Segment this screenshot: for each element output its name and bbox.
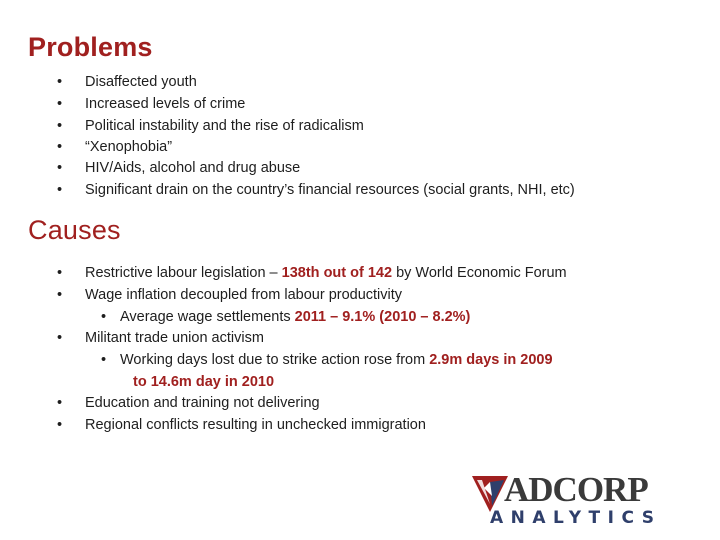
causes-heading: Causes [28,215,121,245]
cause-item [85,264,567,282]
problems-heading: Problems [28,32,153,62]
adcorp-logo [468,468,668,530]
highlight-text: 2011 – 9.1% (2010 – 8.2%) [294,309,471,325]
bullet-icon: • [57,417,63,433]
highlight-text: 138th out of 142 [281,265,393,281]
bullet-icon: • [57,287,63,303]
cause-item: Militant trade union activism [85,330,264,346]
sub-bullet-icon: • [101,352,107,368]
bullet-icon: • [57,118,63,134]
bullet-icon: • [57,139,63,155]
sub-bullet-icon: • [101,309,107,325]
cause-text: by World Economic Forum [392,265,567,281]
cause-item: Wage inflation decoupled from labour productivity [85,287,403,303]
logo-tagline: ANALYTICS [490,508,662,528]
bullet-icon: • [57,160,63,176]
cause-item: Education and training not delivering [85,395,320,411]
cause-text: Restrictive labour legislation – [85,265,282,281]
problem-item: Significant drain on the country’s financial resources (social grants, NHI, etc) [85,182,575,198]
logo-wordmark: ADCORP [504,470,648,509]
bullet-icon: • [57,265,63,281]
problem-item: Increased levels of crime [85,96,246,112]
cause-subitem [120,308,470,326]
cause-subitem [120,351,553,369]
bullet-icon: • [57,96,63,112]
highlight-text: to 14.6m day in 2010 [133,374,275,390]
bullet-icon: • [57,74,63,90]
cause-text: Working days lost due to strike action rose from [120,352,430,368]
bullet-icon: • [57,330,63,346]
problem-item: HIV/Aids, alcohol and drug abuse [85,160,301,176]
cause-text: Average wage settlements [120,309,295,325]
problem-item: Disaffected youth [85,74,197,90]
cause-item: Regional conflicts resulting in unchecked immigration [85,417,426,433]
problem-item: Political instability and the rise of radicalism [85,118,364,134]
bullet-icon: • [57,395,63,411]
problem-item: “Xenophobia” [85,139,173,155]
bullet-icon: • [57,182,63,198]
highlight-text: 2.9m days in 2009 [429,352,553,368]
